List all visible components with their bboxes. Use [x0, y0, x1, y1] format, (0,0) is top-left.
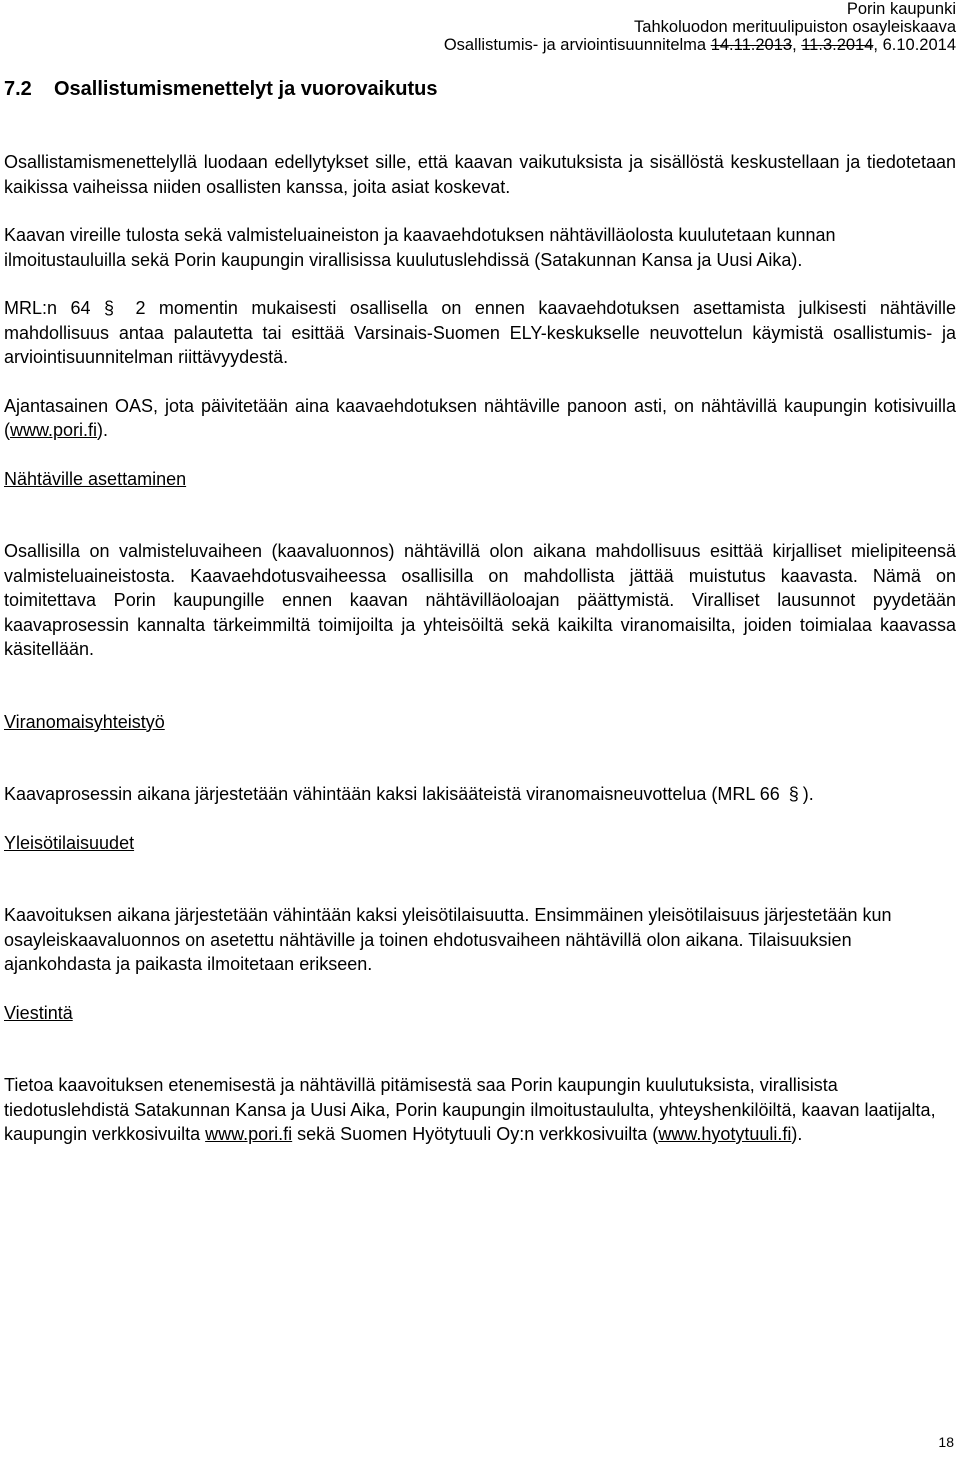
page-number: 18 — [938, 1434, 954, 1450]
document-body — [4, 150, 956, 1171]
mrl-64-after: 2 momentin mukaisesti osallisella on ennen kaavaehdotuksen asettamista julkisesti nähtäville mahdollisuus antaa palautetta tai esittää Varsinais-Suomen ELY-keskukselle neuvottelun käymistä osallistumis- ja arviointisuunnitelman riittävyydestä. — [4, 298, 956, 367]
subheading-communication: Viestintä — [4, 1002, 73, 1023]
paragraph-announcements: Kaavan vireille tulosta sekä valmisteluaineiston ja kaavaehdotuksen nähtävilläolosta kuulutetaan kunnan ilmoitustauluilla sekä Porin kaupungin virallisissa kuulutuslehdissä (Satakunnan Kansa ja Uusi Aika). — [4, 225, 836, 270]
spacer — [4, 686, 956, 710]
mrl-64-before: MRL:n 64 — [4, 298, 91, 318]
oas-after: ). — [97, 420, 109, 440]
header-doc-line — [444, 36, 956, 54]
header-plan: Tahkoluodon merituulipuiston osayleiskaava — [634, 18, 956, 36]
communication-middle: sekä Suomen Hyötytuuli Oy:n verkkosivuilta ( — [292, 1124, 659, 1144]
communication-before: Tietoa kaavoituksen etenemisestä ja nähtävillä pitämisestä saa Porin kaupungin kuulutuksista, virallisista tiedotuslehdistä Satakunnan Kansa ja Uusi Aika, Porin kaupungin ilmoitustaululta, yhteyshenkilöiltä, kaavan laatijalta, kaupungin verkkosivuilta — [4, 1075, 936, 1144]
paragraph-public-display: Osallisilla on valmisteluvaiheen (kaavaluonnos) nähtävillä olon aikana mahdollisuus esittää kirjalliset mielipiteensä valmisteluaineistosta. Kaavaehdotusvaiheessa osallisilla on mahdollista jättää muistutus kaavasta. Nämä on toimitettava Porin kaupungille ennen kaavan nähtävilläoloajan päättymistä. Viralliset lausunnot pyydetään kaavaprosessin kannalta tärkeimmiltä toimijoilta ja yhteisöiltä sekä kaikilta viranomaisilta, joiden toimialaa kaavassa käsitellään. — [4, 541, 956, 659]
paragraph-communication — [4, 1073, 956, 1147]
paragraph-public-events: Kaavoituksen aikana järjestetään vähintään kaksi yleisötilaisuutta. Ensimmäinen yleisötilaisuus järjestetään kun osayleiskaavaluonnos on asetettu nähtäville ja toinen ehdotusvaiheen nähtävillä olon aikana. Tilaisuuksien ajankohdasta ja paikasta ilmoitetaan erikseen. — [4, 905, 892, 974]
paragraph-authority-cooperation — [4, 782, 956, 807]
pori-link[interactable]: www.pori.fi — [10, 420, 98, 440]
subheading-authority-cooperation: Viranomaisyhteistyö — [4, 711, 165, 732]
header-sep-1: , — [792, 36, 802, 54]
section-symbol: § — [103, 298, 114, 318]
paragraph-mrl-64 — [4, 296, 956, 370]
header-city: Porin kaupunki — [846, 0, 956, 18]
authority-before: Kaavaprosessin aikana järjestetään vähintään kaksi lakisääteistä viranomaisneuvottelua (MRL 66 — [4, 784, 780, 804]
spacer — [4, 758, 956, 782]
spacer — [4, 515, 956, 539]
subheading-public-events: Yleisötilaisuudet — [4, 832, 135, 853]
paragraph-participation: Osallistamismenettelyllä luodaan edellytykset sille, että kaavan vaikutuksista ja sisällöstä keskustellaan ja tiedotetaan kaikissa vaiheissa niiden osallisten kanssa, joita asiat koskevat. — [4, 152, 956, 197]
header-doc-prefix: Osallistumis- ja arviointisuunnitelma — [443, 36, 711, 54]
header-sep-2: , — [873, 36, 883, 54]
oas-before: Ajantasainen OAS, jota päivitetään aina kaavaehdotuksen nähtäville panoon asti, on nähtävillä kaupungin kotisivuilla ( — [4, 395, 956, 440]
header-date-1: 14.11.2013 — [710, 36, 793, 54]
hyotytuuli-link[interactable]: www.hyotytuuli.fi — [658, 1124, 792, 1144]
header-date-3: 6.10.2014 — [882, 36, 956, 54]
section-heading — [4, 78, 437, 101]
communication-after: ). — [791, 1124, 803, 1144]
paragraph-oas — [4, 394, 956, 443]
section-number: 7.2 — [4, 78, 32, 100]
section-title: Osallistumismenettelyt ja vuorovaikutus — [54, 78, 438, 100]
header-date-2: 11.3.2014 — [801, 36, 874, 54]
pori-link[interactable]: www.pori.fi — [205, 1124, 293, 1144]
spacer — [4, 1049, 956, 1073]
spacer — [4, 879, 956, 903]
page-header — [444, 0, 956, 54]
subheading-public-display: Nähtäville asettaminen — [4, 468, 187, 489]
section-symbol: § — [788, 784, 799, 804]
authority-after: ). — [802, 784, 814, 804]
